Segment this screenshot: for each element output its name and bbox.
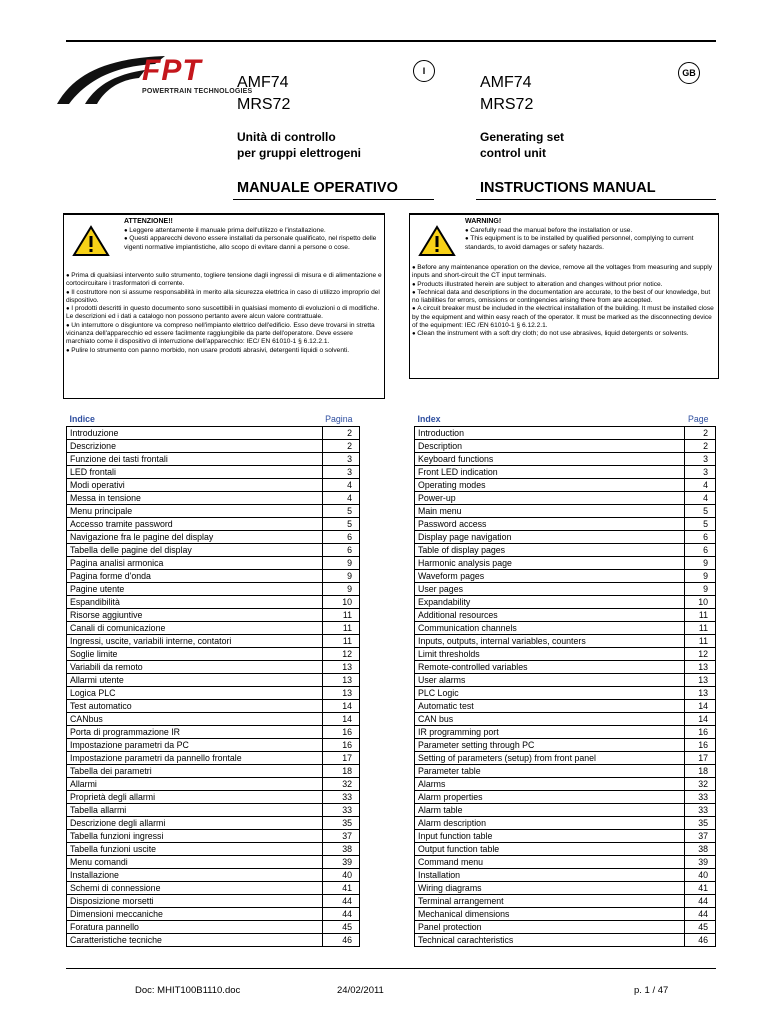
index-row bbox=[415, 700, 716, 713]
index-entry-title: Mechanical dimensions bbox=[415, 908, 685, 921]
warning-title-left: ATTENZIONE!! bbox=[124, 218, 173, 225]
index-entry-title: Logica PLC bbox=[67, 687, 323, 700]
index-entry-title: User alarms bbox=[415, 674, 685, 687]
index-entry-page: 5 bbox=[685, 505, 716, 518]
index-row bbox=[415, 492, 716, 505]
index-row bbox=[67, 427, 360, 440]
index-entry-page: 13 bbox=[322, 687, 359, 700]
index-row bbox=[415, 453, 716, 466]
index-entry-page: 33 bbox=[322, 791, 359, 804]
index-entry-title: Setting of parameters (setup) from front panel bbox=[415, 752, 685, 765]
index-entry-title: Waveform pages bbox=[415, 570, 685, 583]
index-entry-title: Alarm description bbox=[415, 817, 685, 830]
manual-title-right: INSTRUCTIONS MANUAL bbox=[480, 180, 656, 196]
warning-bullet: ● This equipment is to be installed by qualified personnel, complying to current standards, to avoid damages or safety hazards. bbox=[465, 235, 711, 252]
index-row bbox=[415, 505, 716, 518]
index-header-left: Indice bbox=[69, 414, 95, 424]
index-entry-title: Description bbox=[415, 440, 685, 453]
warning-triangle-icon bbox=[72, 225, 110, 257]
index-row bbox=[67, 505, 360, 518]
index-row bbox=[415, 869, 716, 882]
index-entry-page: 5 bbox=[685, 518, 716, 531]
index-row bbox=[67, 544, 360, 557]
index-row bbox=[415, 440, 716, 453]
index-entry-page: 17 bbox=[322, 752, 359, 765]
index-entry-page: 3 bbox=[322, 466, 359, 479]
index-entry-title: Canali di comunicazione bbox=[67, 622, 323, 635]
index-row bbox=[415, 895, 716, 908]
index-entry-title: Allarmi utente bbox=[67, 674, 323, 687]
index-row bbox=[415, 765, 716, 778]
index-entry-page: 4 bbox=[322, 492, 359, 505]
index-entry-page: 6 bbox=[685, 531, 716, 544]
index-entry-title: Wiring diagrams bbox=[415, 882, 685, 895]
index-row bbox=[67, 765, 360, 778]
index-entry-page: 32 bbox=[685, 778, 716, 791]
index-entry-title: Installazione bbox=[67, 869, 323, 882]
index-entry-page: 4 bbox=[322, 479, 359, 492]
model-name-left-2: MRS72 bbox=[237, 96, 291, 113]
index-entry-title: Remote-controlled variables bbox=[415, 661, 685, 674]
index-entry-title: Display page navigation bbox=[415, 531, 685, 544]
index-entry-title: Command menu bbox=[415, 856, 685, 869]
footer-rule bbox=[66, 968, 716, 969]
index-entry-title: Expandability bbox=[415, 596, 685, 609]
index-entry-page: 46 bbox=[685, 934, 716, 947]
index-entry-page: 35 bbox=[685, 817, 716, 830]
index-entry-title: Soglie limite bbox=[67, 648, 323, 661]
index-entry-title: Menu principale bbox=[67, 505, 323, 518]
index-entry-page: 33 bbox=[685, 791, 716, 804]
index-entry-title: CANbus bbox=[67, 713, 323, 726]
index-entry-page: 2 bbox=[322, 427, 359, 440]
index-entry-page: 11 bbox=[685, 635, 716, 648]
index-entry-title: Test automatico bbox=[67, 700, 323, 713]
index-row bbox=[67, 700, 360, 713]
warning-paragraph: ● Products illustrated herein are subject to alteration and changes without prior notice. bbox=[412, 281, 716, 289]
index-entry-page: 13 bbox=[322, 674, 359, 687]
index-entry-page: 5 bbox=[322, 518, 359, 531]
index-entry-title: Pagine utente bbox=[67, 583, 323, 596]
index-row bbox=[415, 674, 716, 687]
index-entry-title: Messa in tensione bbox=[67, 492, 323, 505]
index-table-left bbox=[66, 412, 360, 947]
index-entry-page: 3 bbox=[685, 466, 716, 479]
index-row bbox=[415, 921, 716, 934]
index-entry-title: Tabella dei parametri bbox=[67, 765, 323, 778]
warning-paragraph: ● Il costruttore non si assume responsabilità in merito alla sicurezza elettrica in caso di utilizzo improprio del dispositivo. bbox=[66, 289, 382, 306]
index-entry-title: Password access bbox=[415, 518, 685, 531]
manual-title-left: MANUALE OPERATIVO bbox=[237, 180, 398, 196]
index-row bbox=[415, 427, 716, 440]
index-row bbox=[67, 583, 360, 596]
index-row bbox=[67, 843, 360, 856]
index-row bbox=[415, 934, 716, 947]
index-entry-page: 9 bbox=[322, 557, 359, 570]
index-entry-page: 39 bbox=[322, 856, 359, 869]
index-entry-title: Proprietà degli allarmi bbox=[67, 791, 323, 804]
index-entry-page: 44 bbox=[322, 908, 359, 921]
index-entry-page: 45 bbox=[322, 921, 359, 934]
index-table-right bbox=[414, 412, 716, 947]
index-entry-title: Dimensioni meccaniche bbox=[67, 908, 323, 921]
index-entry-page: 35 bbox=[322, 817, 359, 830]
index-entry-page: 14 bbox=[322, 700, 359, 713]
index-row bbox=[67, 531, 360, 544]
warning-body-right bbox=[412, 264, 716, 339]
manual-title-rule-right bbox=[476, 199, 716, 200]
index-entry-title: Panel protection bbox=[415, 921, 685, 934]
index-entry-page: 38 bbox=[685, 843, 716, 856]
warning-paragraph: ● Pulire lo strumento con panno morbido, non usare prodotti abrasivi, detergenti liquidi o solventi. bbox=[66, 347, 382, 355]
index-entry-page: 3 bbox=[322, 453, 359, 466]
index-row bbox=[415, 466, 716, 479]
warning-paragraph: ● Prima di qualsiasi intervento sullo strumento, togliere tensione dagli ingressi di misura e di alimentazione e cortocircuitare i trasformatori di corrente. bbox=[66, 272, 382, 289]
index-entry-title: Power-up bbox=[415, 492, 685, 505]
index-row bbox=[67, 570, 360, 583]
manual-title-rule-left bbox=[233, 199, 434, 200]
index-row bbox=[415, 596, 716, 609]
index-entry-title: Parameter setting through PC bbox=[415, 739, 685, 752]
index-row bbox=[67, 869, 360, 882]
index-entry-page: 12 bbox=[685, 648, 716, 661]
index-entry-title: Automatic test bbox=[415, 700, 685, 713]
index-entry-page: 12 bbox=[322, 648, 359, 661]
index-row bbox=[415, 609, 716, 622]
index-entry-page: 6 bbox=[322, 531, 359, 544]
index-row bbox=[67, 713, 360, 726]
footer-doc: Doc: MHIT100B1110.doc bbox=[135, 985, 241, 996]
index-row bbox=[67, 635, 360, 648]
index-entry-title: Alarm table bbox=[415, 804, 685, 817]
index-entry-page: 9 bbox=[322, 583, 359, 596]
index-entry-page: 9 bbox=[685, 583, 716, 596]
index-entry-title: Modi operativi bbox=[67, 479, 323, 492]
index-entry-title: Impostazione parametri da PC bbox=[67, 739, 323, 752]
index-entry-page: 13 bbox=[322, 661, 359, 674]
subtitle-right-1: Generating set bbox=[480, 130, 565, 144]
index-entry-page: 44 bbox=[685, 908, 716, 921]
index-entry-title: Communication channels bbox=[415, 622, 685, 635]
index-entry-title: Installation bbox=[415, 869, 685, 882]
index-entry-page: 44 bbox=[685, 895, 716, 908]
index-entry-page: 18 bbox=[685, 765, 716, 778]
index-entry-title: Porta di programmazione IR bbox=[67, 726, 323, 739]
index-row bbox=[415, 518, 716, 531]
index-row bbox=[67, 466, 360, 479]
index-entry-title: Table of display pages bbox=[415, 544, 685, 557]
index-entry-title: Schemi di connessione bbox=[67, 882, 323, 895]
index-entry-page: 13 bbox=[685, 661, 716, 674]
index-entry-page: 32 bbox=[322, 778, 359, 791]
index-entry-title: Ingressi, uscite, variabili interne, contatori bbox=[67, 635, 323, 648]
warning-box-right bbox=[409, 213, 719, 379]
index-entry-page: 38 bbox=[322, 843, 359, 856]
index-entry-page: 39 bbox=[685, 856, 716, 869]
index-entry-title: Input function table bbox=[415, 830, 685, 843]
index-row bbox=[67, 609, 360, 622]
index-row bbox=[415, 856, 716, 869]
top-rule bbox=[66, 40, 716, 42]
index-entry-page: 4 bbox=[685, 492, 716, 505]
index-entry-page: 9 bbox=[322, 570, 359, 583]
index-row bbox=[415, 570, 716, 583]
warning-bullets-right bbox=[465, 227, 711, 252]
index-entry-page: 13 bbox=[685, 687, 716, 700]
index-row bbox=[415, 648, 716, 661]
language-badge-it: I bbox=[413, 60, 435, 82]
index-row bbox=[67, 726, 360, 739]
index-entry-page: 4 bbox=[685, 479, 716, 492]
index-entry-page: 2 bbox=[685, 427, 716, 440]
index-entry-page: 40 bbox=[322, 869, 359, 882]
brand-name: FPT bbox=[142, 54, 202, 87]
index-row bbox=[415, 661, 716, 674]
page-header-right: Page bbox=[687, 414, 709, 424]
index-entry-page: 11 bbox=[322, 622, 359, 635]
index-entry-page: 11 bbox=[685, 622, 716, 635]
index-row bbox=[415, 752, 716, 765]
index-row bbox=[415, 778, 716, 791]
index-entry-title: Tabella allarmi bbox=[67, 804, 323, 817]
brand-subtitle: POWERTRAIN TECHNOLOGIES bbox=[142, 88, 253, 95]
index-entry-page: 17 bbox=[685, 752, 716, 765]
index-entry-page: 16 bbox=[322, 726, 359, 739]
footer-date: 24/02/2011 bbox=[337, 985, 384, 996]
index-entry-page: 16 bbox=[685, 726, 716, 739]
index-entry-title: Technical carachteristics bbox=[415, 934, 685, 947]
index-row bbox=[67, 479, 360, 492]
index-entry-title: LED frontali bbox=[67, 466, 323, 479]
index-entry-page: 16 bbox=[322, 739, 359, 752]
index-row bbox=[67, 752, 360, 765]
footer-page-number: p. 1 / 47 bbox=[634, 985, 669, 996]
index-entry-page: 44 bbox=[322, 895, 359, 908]
index-entry-title: PLC Logic bbox=[415, 687, 685, 700]
index-entry-title: Descrizione bbox=[67, 440, 323, 453]
index-row bbox=[67, 804, 360, 817]
index-row bbox=[67, 908, 360, 921]
index-entry-title: Additional resources bbox=[415, 609, 685, 622]
index-entry-title: Alarm properties bbox=[415, 791, 685, 804]
warning-bullet: ● Leggere attentamente il manuale prima dell'utilizzo e l'installazione. bbox=[124, 227, 378, 235]
index-row bbox=[415, 479, 716, 492]
page-header-left: Pagina bbox=[325, 414, 353, 424]
index-row bbox=[67, 492, 360, 505]
index-entry-title: IR programming port bbox=[415, 726, 685, 739]
index-row bbox=[415, 739, 716, 752]
index-entry-page: 45 bbox=[685, 921, 716, 934]
index-row bbox=[415, 791, 716, 804]
index-entry-title: Introduction bbox=[415, 427, 685, 440]
index-row bbox=[415, 635, 716, 648]
index-row bbox=[415, 713, 716, 726]
warning-box-left bbox=[63, 213, 385, 399]
index-entry-page: 11 bbox=[322, 609, 359, 622]
index-entry-title: Tabella funzioni ingressi bbox=[67, 830, 323, 843]
index-entry-title: Keyboard functions bbox=[415, 453, 685, 466]
index-entry-title: CAN bus bbox=[415, 713, 685, 726]
index-entry-page: 41 bbox=[685, 882, 716, 895]
warning-triangle-icon bbox=[418, 225, 456, 257]
index-row bbox=[415, 557, 716, 570]
index-entry-page: 9 bbox=[685, 557, 716, 570]
warning-paragraph: ● Before any maintenance operation on the device, remove all the voltages from measuring and supply inputs and short-circuit the CT input terminals. bbox=[412, 264, 716, 281]
warning-bullet: ● Carefully read the manual before the installation or use. bbox=[465, 227, 711, 235]
index-row bbox=[415, 908, 716, 921]
warning-paragraph: ● Un interruttore o disgiuntore va compreso nell'impianto elettrico dell'edificio. Esso deve trovarsi in stretta vicinanza dell'apparecchio ed essere facilmente raggiungibile da parte dell'operatore. Deve essere marchiato come il dispositivo di interruzione dell'apparecchio: IEC/ EN 61010-1 § 6.12.2.1. bbox=[66, 322, 382, 347]
index-entry-page: 10 bbox=[685, 596, 716, 609]
model-name-right-1: AMF74 bbox=[480, 74, 532, 91]
index-entry-page: 13 bbox=[685, 674, 716, 687]
index-entry-page: 40 bbox=[685, 869, 716, 882]
index-entry-title: Main menu bbox=[415, 505, 685, 518]
index-row bbox=[415, 687, 716, 700]
index-row bbox=[67, 739, 360, 752]
index-entry-title: Tabella funzioni uscite bbox=[67, 843, 323, 856]
subtitle-left-1: Unità di controllo bbox=[237, 130, 336, 144]
index-entry-page: 5 bbox=[322, 505, 359, 518]
subtitle-left-2: per gruppi elettrogeni bbox=[237, 146, 362, 160]
index-entry-page: 11 bbox=[685, 609, 716, 622]
index-row bbox=[67, 791, 360, 804]
index-entry-title: Pagina forme d'onda bbox=[67, 570, 323, 583]
index-entry-title: Terminal arrangement bbox=[415, 895, 685, 908]
index-entry-page: 6 bbox=[685, 544, 716, 557]
index-row bbox=[415, 544, 716, 557]
index-row bbox=[67, 557, 360, 570]
index-entry-page: 2 bbox=[685, 440, 716, 453]
warning-paragraph: ● I prodotti descritti in questo documento sono suscettibili in qualsiasi momento di evoluzioni o di modifiche. Le descrizioni ed i dati a catalogo non possono pertanto avere alcun valore contrattuale. bbox=[66, 305, 382, 322]
index-row bbox=[67, 648, 360, 661]
index-row bbox=[67, 817, 360, 830]
index-entry-title: Parameter table bbox=[415, 765, 685, 778]
index-entry-title: Front LED indication bbox=[415, 466, 685, 479]
index-row bbox=[67, 518, 360, 531]
index-row bbox=[415, 830, 716, 843]
index-row bbox=[67, 661, 360, 674]
index-row bbox=[415, 843, 716, 856]
index-entry-title: Inputs, outputs, internal variables, counters bbox=[415, 635, 685, 648]
index-header-right: Index bbox=[417, 414, 441, 424]
index-entry-title: Alarms bbox=[415, 778, 685, 791]
index-row bbox=[67, 856, 360, 869]
index-row bbox=[415, 583, 716, 596]
index-row bbox=[67, 596, 360, 609]
index-entry-page: 2 bbox=[322, 440, 359, 453]
index-entry-page: 14 bbox=[322, 713, 359, 726]
index-entry-page: 11 bbox=[322, 635, 359, 648]
index-row bbox=[67, 882, 360, 895]
index-entry-title: Risorse aggiuntive bbox=[67, 609, 323, 622]
index-row bbox=[67, 687, 360, 700]
index-row bbox=[415, 817, 716, 830]
index-row bbox=[67, 440, 360, 453]
index-entry-title: Espandibilità bbox=[67, 596, 323, 609]
warning-bullet: ● Questi apparecchi devono essere installati da personale qualificato, nel rispetto delle vigenti normative impiantistiche, allo scopo di evitare danni a persone o cose. bbox=[124, 235, 378, 252]
index-entry-title: Variabili da remoto bbox=[67, 661, 323, 674]
language-badge-gb: GB bbox=[678, 62, 700, 84]
index-entry-title: Harmonic analysis page bbox=[415, 557, 685, 570]
index-entry-title: User pages bbox=[415, 583, 685, 596]
index-entry-title: Output function table bbox=[415, 843, 685, 856]
subtitle-right-2: control unit bbox=[480, 146, 546, 160]
index-entry-title: Disposizione morsetti bbox=[67, 895, 323, 908]
warning-bullets-left bbox=[124, 227, 378, 252]
index-row bbox=[415, 882, 716, 895]
index-row bbox=[67, 830, 360, 843]
index-entry-page: 14 bbox=[685, 700, 716, 713]
index-entry-title: Funzione dei tasti frontali bbox=[67, 453, 323, 466]
index-entry-title: Tabella delle pagine del display bbox=[67, 544, 323, 557]
index-row bbox=[67, 453, 360, 466]
index-entry-page: 3 bbox=[685, 453, 716, 466]
index-entry-title: Operating modes bbox=[415, 479, 685, 492]
model-name-left-1: AMF74 bbox=[237, 74, 289, 91]
index-entry-page: 14 bbox=[685, 713, 716, 726]
index-entry-title: Menu comandi bbox=[67, 856, 323, 869]
warning-paragraph: ● A circuit breaker must be included in the electrical installation of the building. It must be installed close by the equipment and within easy reach of the operator. It must be marked as the disconnecting device of the equipment: IEC /EN 61010-1 § 6.12.2.1. bbox=[412, 305, 716, 330]
index-row bbox=[415, 804, 716, 817]
index-entry-page: 41 bbox=[322, 882, 359, 895]
index-row bbox=[67, 622, 360, 635]
index-entry-title: Allarmi bbox=[67, 778, 323, 791]
index-row bbox=[67, 674, 360, 687]
index-entry-title: Navigazione fra le pagine del display bbox=[67, 531, 323, 544]
warning-title-right: WARNING! bbox=[465, 218, 502, 225]
warning-paragraph: ● Clean the instrument with a soft dry cloth; do not use abrasives, liquid detergents or solvents. bbox=[412, 330, 716, 338]
model-name-right-2: MRS72 bbox=[480, 96, 534, 113]
index-entry-title: Introduzione bbox=[67, 427, 323, 440]
index-entry-page: 18 bbox=[322, 765, 359, 778]
warning-paragraph: ● Technical data and descriptions in the documentation are accurate, to the best of our knowledge, but no liabilities for errors, omissions or contingencies arising there from are accepted. bbox=[412, 289, 716, 306]
index-entry-title: Descrizione degli allarmi bbox=[67, 817, 323, 830]
index-entry-title: Foratura pannello bbox=[67, 921, 323, 934]
index-entry-page: 37 bbox=[685, 830, 716, 843]
index-entry-title: Accesso tramite password bbox=[67, 518, 323, 531]
index-entry-page: 37 bbox=[322, 830, 359, 843]
index-row bbox=[67, 921, 360, 934]
index-entry-title: Pagina analisi armonica bbox=[67, 557, 323, 570]
index-row bbox=[415, 531, 716, 544]
index-entry-title: Impostazione parametri da pannello frontale bbox=[67, 752, 323, 765]
index-entry-page: 33 bbox=[685, 804, 716, 817]
index-row bbox=[67, 934, 360, 947]
index-row bbox=[415, 622, 716, 635]
warning-body-left bbox=[66, 272, 382, 355]
index-entry-page: 10 bbox=[322, 596, 359, 609]
index-entry-page: 46 bbox=[322, 934, 359, 947]
index-row bbox=[67, 895, 360, 908]
index-row bbox=[415, 726, 716, 739]
index-entry-page: 9 bbox=[685, 570, 716, 583]
index-entry-title: Caratteristiche tecniche bbox=[67, 934, 323, 947]
index-row bbox=[67, 778, 360, 791]
index-entry-title: Limit thresholds bbox=[415, 648, 685, 661]
index-entry-page: 33 bbox=[322, 804, 359, 817]
index-entry-page: 6 bbox=[322, 544, 359, 557]
index-entry-page: 16 bbox=[685, 739, 716, 752]
